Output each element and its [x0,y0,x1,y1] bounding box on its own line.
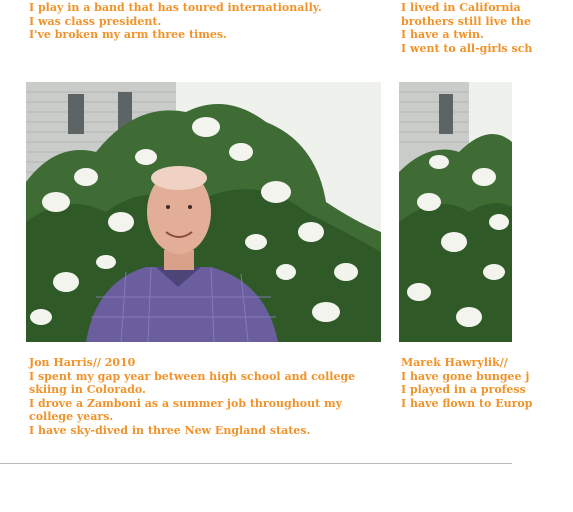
fun-fact: I play in a band that has toured internationally. [29,1,322,14]
fun-facts-top [401,1,532,55]
portrait-photo [26,82,381,342]
fun-fact: I have sky-dived in three New England states. [29,423,311,437]
fun-fact: brothers still live the [401,14,532,28]
portrait-photo [399,82,512,342]
fun-fact: I was class president. [29,14,162,28]
fun-fact: I drove a Zamboni as a summer job throughout my college years. [29,396,343,423]
fun-fact: I have flown to Europ [401,396,533,410]
fun-fact: I went to all-girls sch [401,41,533,55]
fun-fact: I have a twin. [401,28,484,41]
person-name-year: Jon Harris// 2010 [29,356,136,369]
portrait-illustration [26,82,381,342]
person-name: Marek Hawrylik// [401,356,508,369]
bio-block [401,356,532,410]
fun-fact: I've broken my arm three times. [29,28,227,41]
fun-fact: I lived in California [401,1,521,14]
fun-fact: I have gone bungee j [401,369,530,383]
section-divider [0,463,512,464]
fun-fact: I played in a profess [401,383,526,396]
fun-fact: I spent my gap year between high school and college skiing in Colorado. [29,369,356,396]
bio-block [29,356,379,437]
portrait-illustration [399,82,512,342]
fun-facts-top [29,1,322,42]
